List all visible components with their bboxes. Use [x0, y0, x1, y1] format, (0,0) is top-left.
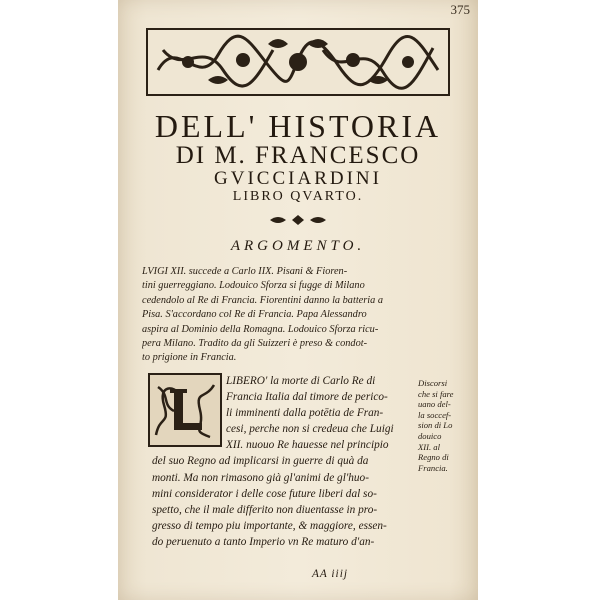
margin-note-line: che si fare — [418, 388, 454, 399]
body-line: XII. nuouo Re hauesse nel principio — [226, 439, 389, 451]
margin-note-line: Discorsi — [418, 378, 448, 388]
body-line: gresso di tempo piu importante, & maggiore, essen- — [152, 520, 387, 532]
margin-note-line: Regno di — [418, 452, 449, 463]
argument-line: cedendolo al Re di Francia. Fiorentini danno la batteria a — [142, 294, 383, 306]
argument-line: Pisa. S'accordano col Re di Francia. Papa Alessandro — [142, 309, 367, 321]
headpiece-ornament — [146, 28, 450, 96]
title-line-1: DELL' HISTORIA — [154, 108, 442, 144]
margin-note-line: Francia. — [418, 462, 448, 473]
body-line: li imminenti dalla potētia de Fran- — [226, 407, 384, 419]
left-background — [0, 0, 118, 600]
body-line: mini considerator i delle cose future liberi dal so- — [152, 488, 377, 500]
margin-note-line: douico — [418, 430, 442, 441]
margin-note-line: la soccef- — [418, 409, 452, 420]
body-line: spetto, che il male differito non diuentasse in pro- — [152, 504, 378, 516]
decorated-initial-l — [148, 373, 222, 447]
argomento-heading: ARGOMENTO. — [230, 238, 366, 254]
argument-line: tini guerreggiano. Lodouico Sforza si fugge di Milano — [142, 280, 365, 292]
argument-line: aspira al Dominio della Romagna. Lodouico Sforza ricu- — [142, 323, 379, 335]
right-background — [478, 0, 600, 600]
argument-line: pera Milano. Tradito da gli Suizzeri è preso & condot- — [142, 338, 368, 350]
margin-note-line: uano del- — [418, 399, 451, 410]
margin-note-line: XII. al — [418, 441, 440, 452]
margin-note — [418, 378, 476, 473]
body-line: Francia Italia dal timore de perico- — [226, 391, 388, 403]
body-line: do peruenuto a tanto Imperio vn Re maturo d'an- — [152, 536, 375, 548]
signature-mark: AA iiij — [312, 568, 348, 580]
body-line: monti. Ma non rimasono già gl'animi de gl'huo- — [152, 472, 369, 484]
argument-line: LVIGI XII. succede a Carlo IIX. Pisani & Fioren- — [142, 266, 348, 277]
margin-note-line: sion di Lo — [418, 420, 453, 431]
title-line-4: LIBRO QVARTO. — [232, 189, 364, 204]
body-line: del suo Regno ad implicarsi in guerre di quà da — [152, 455, 369, 467]
argument-line: to prigione in Francia. — [142, 352, 237, 364]
title-line-2: DI M. FRANCESCO — [175, 142, 421, 169]
argument-paragraph — [142, 265, 454, 366]
book-page — [118, 0, 478, 600]
body-line: cesi, perche non si credeua che Luigi — [226, 423, 394, 435]
fleuron-ornament — [268, 211, 328, 223]
body-line: LIBERO' la morte di Carlo Re di — [226, 375, 376, 387]
title-line-3: GVICCIARDINI — [214, 168, 382, 189]
page-number: 375 — [450, 2, 470, 17]
